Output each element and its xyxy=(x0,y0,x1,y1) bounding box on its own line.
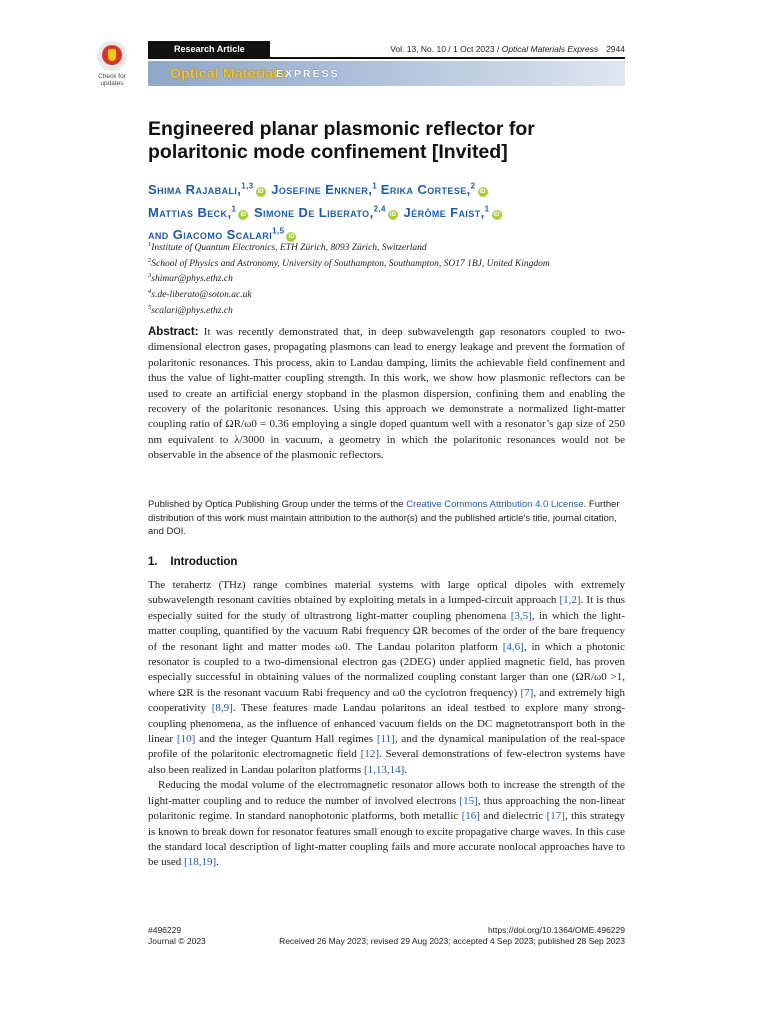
article-id: #496229 xyxy=(148,925,182,935)
abstract-label: Abstract: xyxy=(148,326,199,338)
paragraph: Reducing the modal volume of the electromagnetic resonator allows both to increase the strength of the light-matter coupling and to reduce the number of involved electrons [15], thus approaching the non-linear polaritonic regime. In standard nanophotonic platforms, both metallic [16] and dielectric [17], this strategy is known to break down for resonator features small enough to excite propagative charge waves. In this case the standard local description of light-matter coupling fails and more accurate nonlocal approaches have to be used [18,19]. xyxy=(148,779,626,869)
citation-link[interactable]: [7] xyxy=(520,686,534,699)
author[interactable]: Mattias Beck,$^1$ xyxy=(148,204,237,220)
author[interactable]: Shima Rajabali,$^{1,3}$ xyxy=(148,182,254,198)
volume-info xyxy=(390,41,625,57)
volume-text: Vol. 13, No. 10 / 1 Oct 2023 / xyxy=(390,44,502,54)
check-for-updates-badge[interactable] xyxy=(92,41,132,91)
affiliations xyxy=(148,239,628,317)
citation-link[interactable]: [4,6] xyxy=(502,640,524,653)
header-rule xyxy=(148,57,625,59)
citation-link[interactable]: [10] xyxy=(176,733,196,746)
author[interactable]: Simone De Liberato,$^{2,4}$ xyxy=(253,204,386,220)
author-list xyxy=(148,177,638,244)
doi-link[interactable]: https://doi.org/10.1364/OME.496229 xyxy=(487,925,625,935)
orcid-icon[interactable]: iD xyxy=(389,211,396,218)
citation-link[interactable]: [18,19] xyxy=(184,856,217,869)
abstract-ratio: ΩR/ω0 xyxy=(225,418,257,431)
citation-link[interactable]: [12] xyxy=(360,748,379,761)
journal-logo-name: Optical Materials xyxy=(170,65,286,81)
author[interactable]: Erika Cortese,$^2$ xyxy=(380,182,476,198)
email-link[interactable]: $^3$shimar@phys.ethz.ch xyxy=(148,272,233,285)
badge-text-2: updates xyxy=(100,80,124,87)
citation-link[interactable]: [8,9] xyxy=(211,702,233,715)
citation-link[interactable]: [1,13,14] xyxy=(363,763,405,776)
page-number: 2944 xyxy=(606,44,625,54)
body-text xyxy=(148,578,625,871)
citation-link[interactable]: [1,2] xyxy=(559,594,581,607)
publication-dates: Received 26 May 2023; revised 29 Aug 2023; accepted 4 Sep 2023; published 28 Sep 2023 xyxy=(279,936,625,946)
paragraph: The terahertz (THz) range combines material systems with large optical dipoles with extremely subwavelength resonant cavities obtained by exploiting metals in a lumped-circuit approach [1,2]. It is thus especially suited for the study of ultrastrong light-matter coupling phenomena [3,5], in which the light-matter coupling, quantified by the vacuum Rabi frequency ΩR becomes of the order of the bare frequency of the resonant light and matter modes ω0. The Landau polariton platform [4,6], in which a photonic resonator is coupled to a two-dimensional electron gas (2DEG) under applied magnetic field, has proven especially successful in obtaining values of the normalized coupling constant larger than one (ΩR/ω0 >1, where ΩR is the resonant vacuum Rabi frequency and ω0 the cyclotron frequency) [7], and extremely high cooperativity [8,9]. These features made Landau polaritons an ideal testbed to explore many strong-coupling phenomena, as the influence of enhanced vacuum fields on the DC magnetotransport both in the linear [10] and the integer Quantum Hall regimes [11], and the dynamical manipulation of the real-space profile of the polaritonic electromagnetic field [12]. Several demonstrations of few-electron systems have also been realized in Landau polariton platforms [1,13,14]. xyxy=(148,579,626,776)
journal-italic: Optical Materials Express xyxy=(501,44,599,54)
orcid-icon[interactable]: iD xyxy=(288,233,295,240)
article-type-label: Research Article xyxy=(148,41,270,57)
license-statement: Published by Optica Publishing Group under the terms of the Creative Commons Attribution 4.0 License. Further distribution of this work must maintain attribution to the author(s) and the published article’s title, journal citation, and DOI. xyxy=(148,499,620,537)
orcid-icon[interactable]: iD xyxy=(479,189,486,196)
abstract-text-a: It was recently demonstrated that, in deep subwavelength gap resonators coupled to two-dimensional electron gases, propagating plasmons can lead to energy leakage and prevent the formation of polaritonic resonances. This process, akin to Landau damping, limits the achievable field confinement and thus the value of light-matter coupling strength. In this work, we show how plasmonic reflectors can be used to create an artificial energy stopband in the plasmon dispersion, confining them and enabling the recovery of the polaritonic resonances. Using this approach we demonstrate a normalized light-matter coupling ratio of xyxy=(148,326,625,431)
affiliation: $^1$Institute of Quantum Electronics, ETH Zürich, 8093 Zürich, Switzerland xyxy=(148,241,427,254)
badge-text-1: Check for xyxy=(98,73,126,80)
author[interactable]: and Giacomo Scalari$^{1,5}$ xyxy=(148,226,285,242)
footer-right xyxy=(279,925,625,947)
citation-link[interactable]: [11] xyxy=(376,733,395,746)
journal-logo-suffix: EXPRESS xyxy=(276,68,340,80)
footer-left xyxy=(148,925,206,947)
citation-link[interactable]: [16] xyxy=(461,810,480,823)
paper-title: Engineered planar plasmonic reflector for polaritonic mode confinement [Invited] xyxy=(148,118,535,163)
email-link[interactable]: $^5$scalari@phys.ethz.ch xyxy=(148,303,233,316)
section-heading: 1. Introduction xyxy=(148,556,238,568)
abstract xyxy=(148,325,625,464)
author[interactable]: Josefine Enkner,$^1$ xyxy=(271,182,378,198)
orcid-icon[interactable]: iD xyxy=(240,211,247,218)
email-link[interactable]: $^4$s.de-liberato@soton.ac.uk xyxy=(148,287,252,301)
update-check-icon xyxy=(97,41,127,71)
affiliation: $^2$School of Physics and Astronomy, University of Southampton, Southampton, SO17 1BJ, United Kingdom xyxy=(148,256,550,269)
citation-link[interactable]: [15] xyxy=(459,794,478,807)
orcid-icon[interactable]: iD xyxy=(257,189,264,196)
journal-copyright: Journal © 2023 xyxy=(148,936,206,946)
author[interactable]: Jérôme Faist,$^1$ xyxy=(403,204,490,220)
citation-link[interactable]: [3,5] xyxy=(510,609,532,622)
citation-link[interactable]: [17] xyxy=(546,810,565,823)
orcid-icon[interactable]: iD xyxy=(493,211,500,218)
license-link[interactable]: Creative Commons Attribution 4.0 License xyxy=(406,499,584,510)
abstract-text-b: = 0.36 employing a single doped quantum well with a resonator’s gap size of 250 nm equivalent to λ/3000 in vacuum, a geometry in which the polaritonic resonances would not be observable in the absence of the plasmonic reflectors. xyxy=(148,418,625,462)
